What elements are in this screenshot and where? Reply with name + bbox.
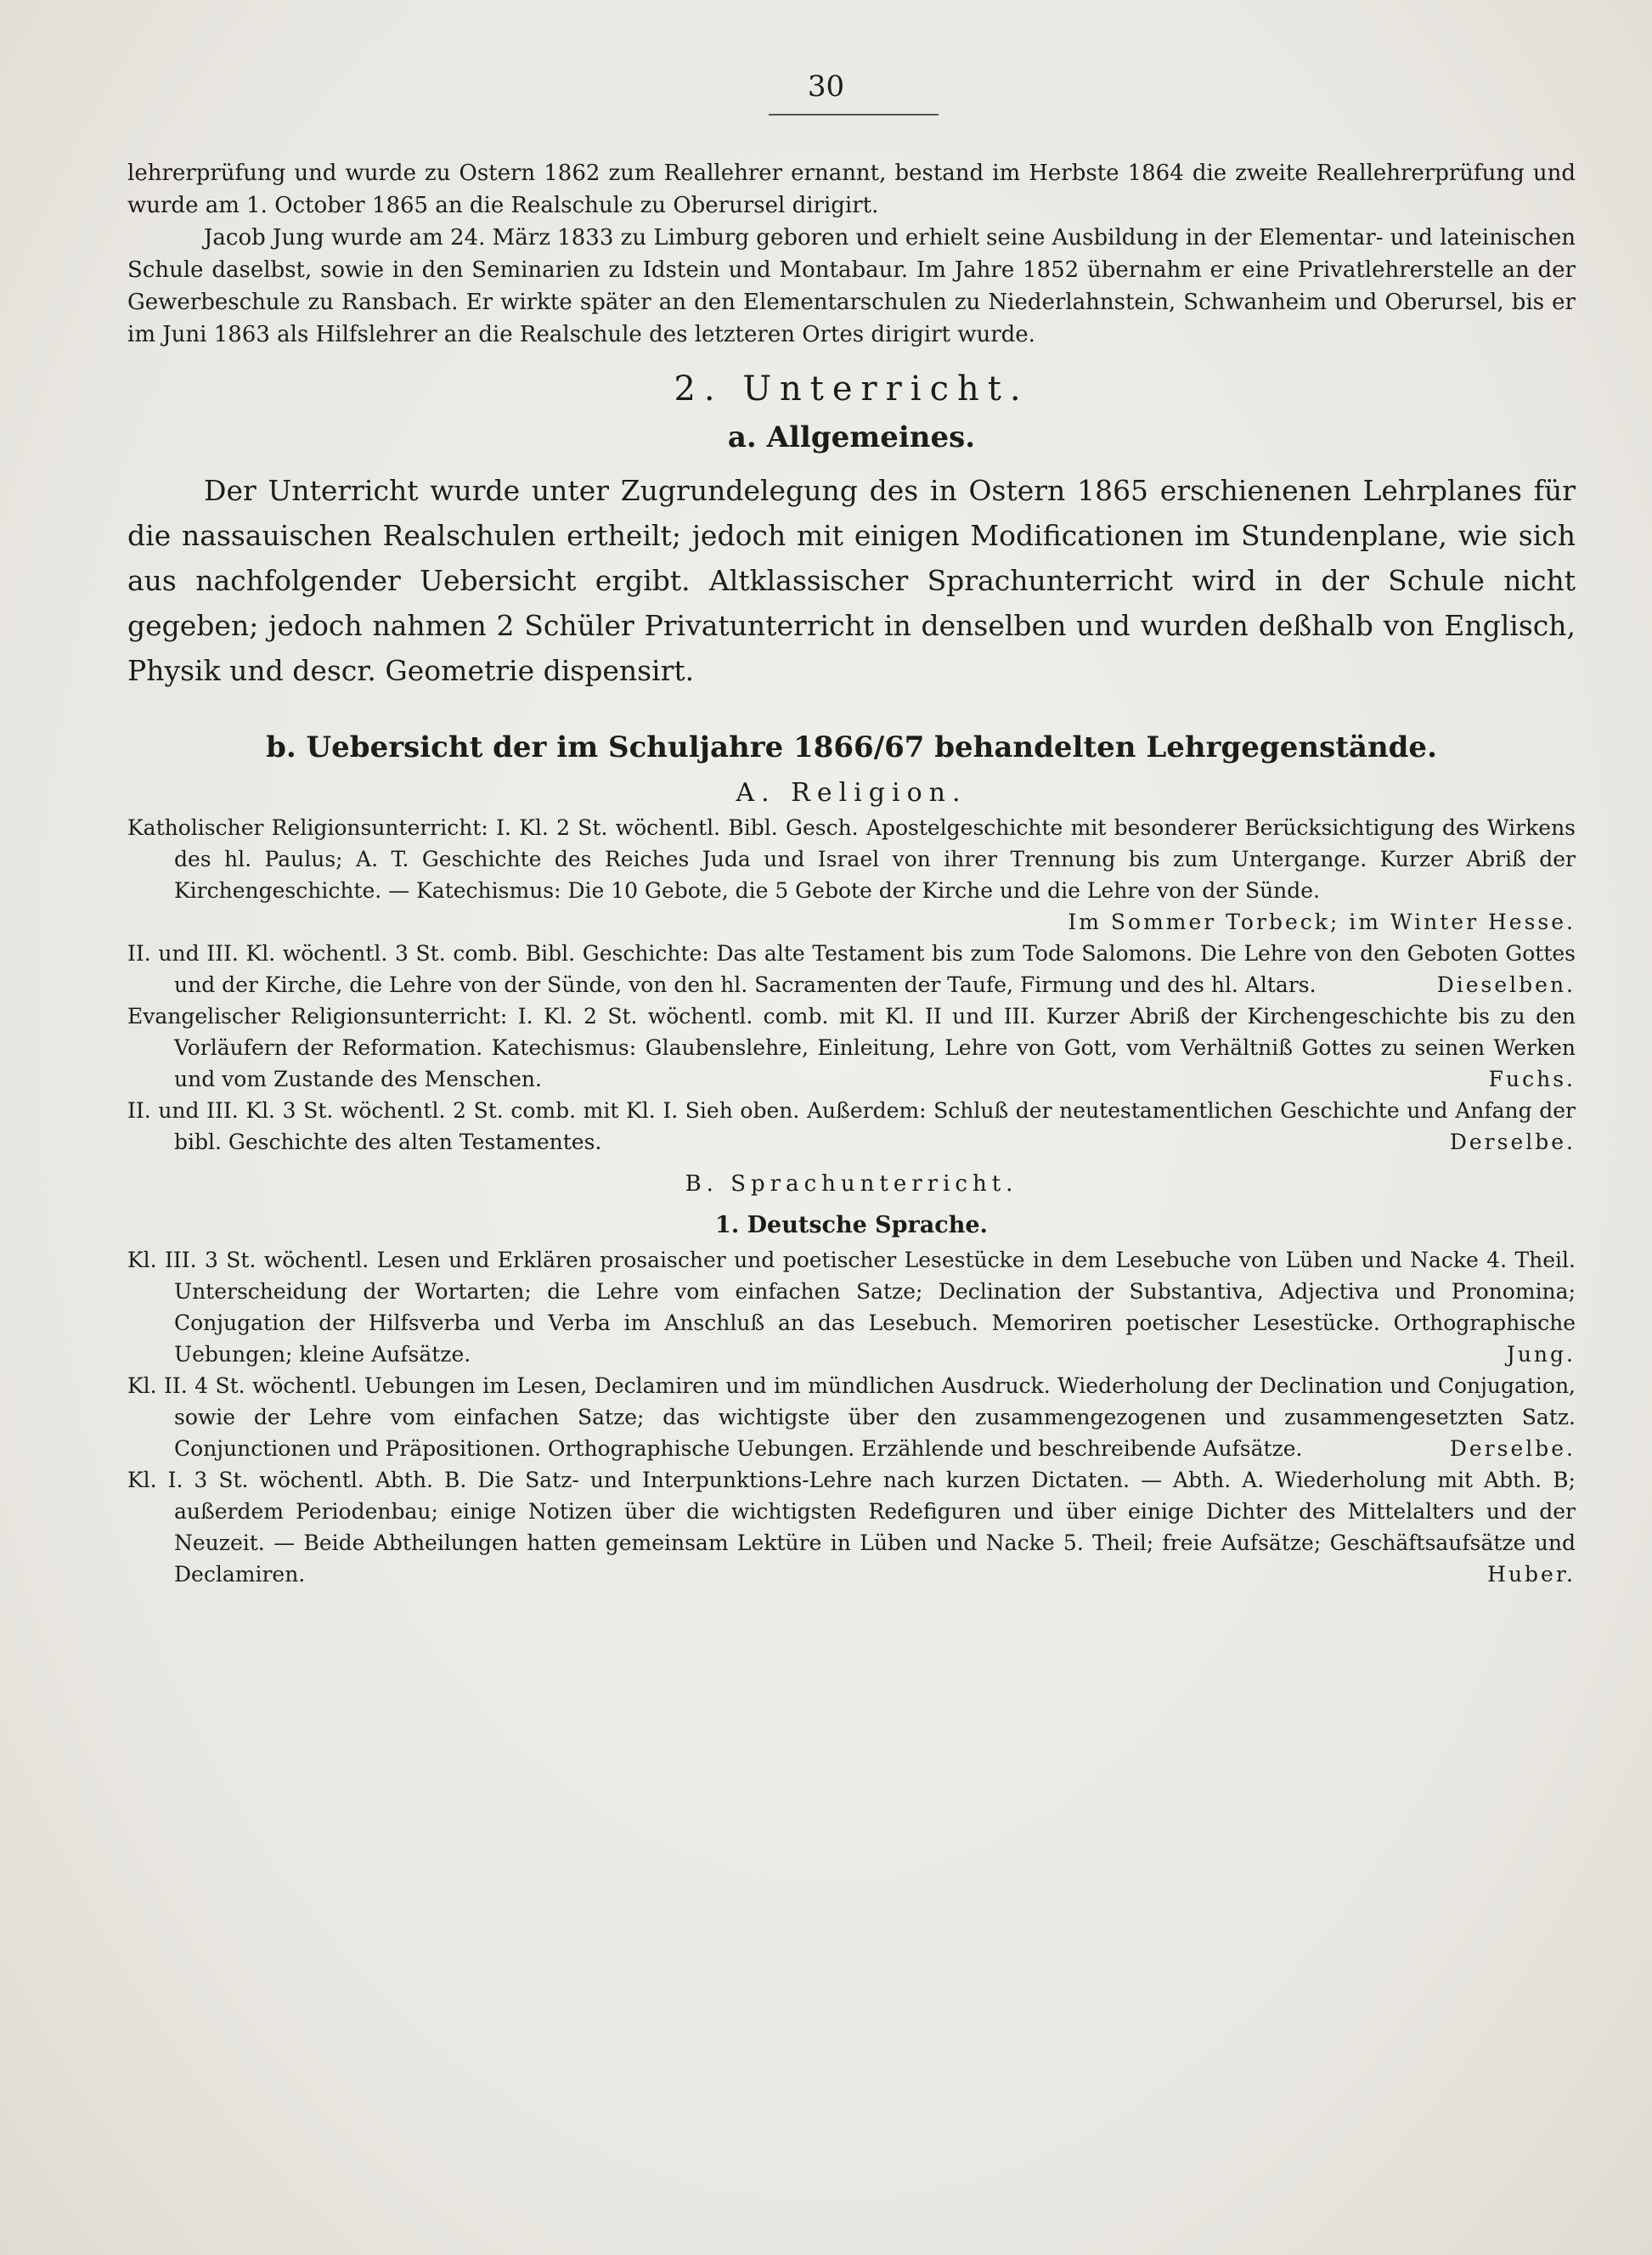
entry-text: II. und III. Kl. wöchentl. 3 St. comb. Bibl. Geschichte: Das alte Testament bis zum Tode Salomons. Die Lehre von den Geboten Gottes und der Kirche, die Lehre von der Sünde, von den hl. Sacramenten der Taufe, Firmung und des hl. Altars. [127, 941, 1576, 997]
entry-text: Kl. III. 3 St. wöchentl. Lesen und Erklären prosaischer und poetischer Lesestücke in dem Lesebuche von Lüben und Nacke 4. Theil. Unterscheidung der Wortarten; die Lehre vom einfachen Satze; Declination der Substantiva, Adjectiva und Pronomina; Conjugation der Hilfsverba und Verba im Anschluß an das Lesebuch. Memoriren poetischer Lesestücke. Orthographische Uebungen; kleine Aufsätze. [127, 1248, 1576, 1367]
teacher-name: Jung. [1506, 1342, 1576, 1367]
entry-text: Kl. I. 3 St. wöchentl. Abth. B. Die Satz- und Interpunktions-Lehre nach kurzen Dictaten. — Abth. A. Wiederholung mit Abth. B; außerdem Periodenbau; einige Notizen über die wichtigsten Redefiguren und über einige Dichter des Mittelalters und der Neuzeit. — Beide Abtheilungen hatten gemeinsam Lektüre in Lüben und Nacke 5. Theil; freie Aufsätze; Geschäftsaufsätze und Declamiren. [127, 1468, 1576, 1587]
section-a-text: Der Unterricht wurde unter Zugrundelegung des in Ostern 1865 erschienenen Lehrplanes für die nassauischen Realschulen ertheilt; jedoch mit einigen Modificationen im Stundenplane, wie sich aus nachfolgender Uebersicht ergibt. Altklassischer Sprachunterricht wird in der Schule nicht gegeben; jedoch nahmen 2 Schüler Privatunterricht in denselben und wurden deßhalb von Englisch, Physik und descr. Geometrie dispensirt. [127, 474, 1576, 687]
religion-entry-4 [127, 1095, 1576, 1158]
sprach-title: B. Sprachunterricht. [685, 1171, 1018, 1197]
page-number: 30 [807, 70, 845, 104]
teacher-name: Dieselben. [1436, 972, 1576, 997]
intro-paragraph-1: lehrerprüfung und wurde zu Ostern 1862 zum Reallehrer ernannt, bestand im Herbste 1864 die zweite Reallehrerprüfung und wurde am 1. October 1865 an die Realschule zu Oberursel dirigirt. [127, 161, 1576, 218]
entry-text: Evangelischer Religionsunterricht: I. Kl. 2 St. wöchentl. comb. mit Kl. II und III. Kurzer Abriß der Kirchengeschichte bis zu den Vorläufern der Reformation. Katechismus: Glaubenslehre, Einleitung, Lehre von Gott, vom Verhältniß Gottes zu seinen Werken und vom Zustande des Menschen. [127, 1004, 1576, 1091]
religion-entry-3 [127, 1001, 1576, 1095]
section-2-title: 2. Unterricht. [674, 369, 1029, 409]
entry-text: II. und III. Kl. 3 St. wöchentl. 2 St. comb. mit Kl. I. Sieh oben. Außerdem: Schluß der neutestamentlichen Geschichte und Anfang der bibl. Geschichte des alten Testamentes. [127, 1098, 1576, 1154]
teacher-name: Huber. [1487, 1562, 1576, 1587]
deutsch-entry-kl1 [127, 1464, 1576, 1590]
section-b-title: b. Uebersicht der im Schuljahre 1866/67 behandelten Lehrgegenstände. [266, 730, 1437, 764]
entry-text: Katholischer Religionsunterricht: I. Kl. 2 St. wöchentl. Bibl. Gesch. Apostelgeschichte mit besonderer Berücksichtigung des Wirkens des hl. Paulus; A. T. Geschichte des Reiches Juda und Israel von ihrer Trennung bis zum Untergange. Kurzer Abriß der Kirchengeschichte. — Katechismus: Die 10 Gebote, die 5 Gebote der Kirche und die Lehre von der Sünde. [127, 815, 1576, 903]
page-number-rule [769, 114, 939, 116]
intro-paragraph-2: Jacob Jung wurde am 24. März 1833 zu Limburg geboren und erhielt seine Ausbildung in der Elementar- und lateinischen Schule daselbst, sowie in den Seminarien zu Idstein und Montabaur. Im Jahre 1852 übernahm er eine Privatlehrerstelle an der Gewerbeschule zu Ransbach. Er wirkte später an den Elementarschulen zu Niederlahnstein, Schwanheim und Oberursel, bis er im Juni 1863 als Hilfslehrer an die Realschule des letzteren Ortes dirigirt wurde. [127, 225, 1576, 347]
section-a-title: a. Allgemeines. [727, 420, 976, 454]
religion-entry-1 [127, 812, 1576, 938]
religion-entry-2 [127, 938, 1576, 1001]
deutsch-entry-kl2 [127, 1370, 1576, 1464]
teacher-name: Im Sommer Torbeck; im Winter Hesse. [1068, 910, 1576, 934]
deutsch-title: 1. Deutsche Sprache. [715, 1212, 988, 1238]
teacher-name: Derselbe. [1449, 1436, 1576, 1461]
teacher-name: Fuchs. [1488, 1067, 1576, 1091]
page-content [127, 157, 1576, 1590]
entry-text: Kl. II. 4 St. wöchentl. Uebungen im Lesen, Declamiren und im mündlichen Ausdruck. Wiederholung der Declination und Conjugation, sowie der Lehre vom einfachen Satze; das wichtigste über den zusammengezogenen und zusammengesetzten Satz. Conjunctionen und Präpositionen. Orthographische Uebungen. Erzählende und beschreibende Aufsätze. [127, 1373, 1576, 1461]
religion-title: A. Religion. [736, 778, 967, 808]
deutsch-entry-kl3 [127, 1244, 1576, 1370]
teacher-name: Derselbe. [1449, 1130, 1576, 1154]
